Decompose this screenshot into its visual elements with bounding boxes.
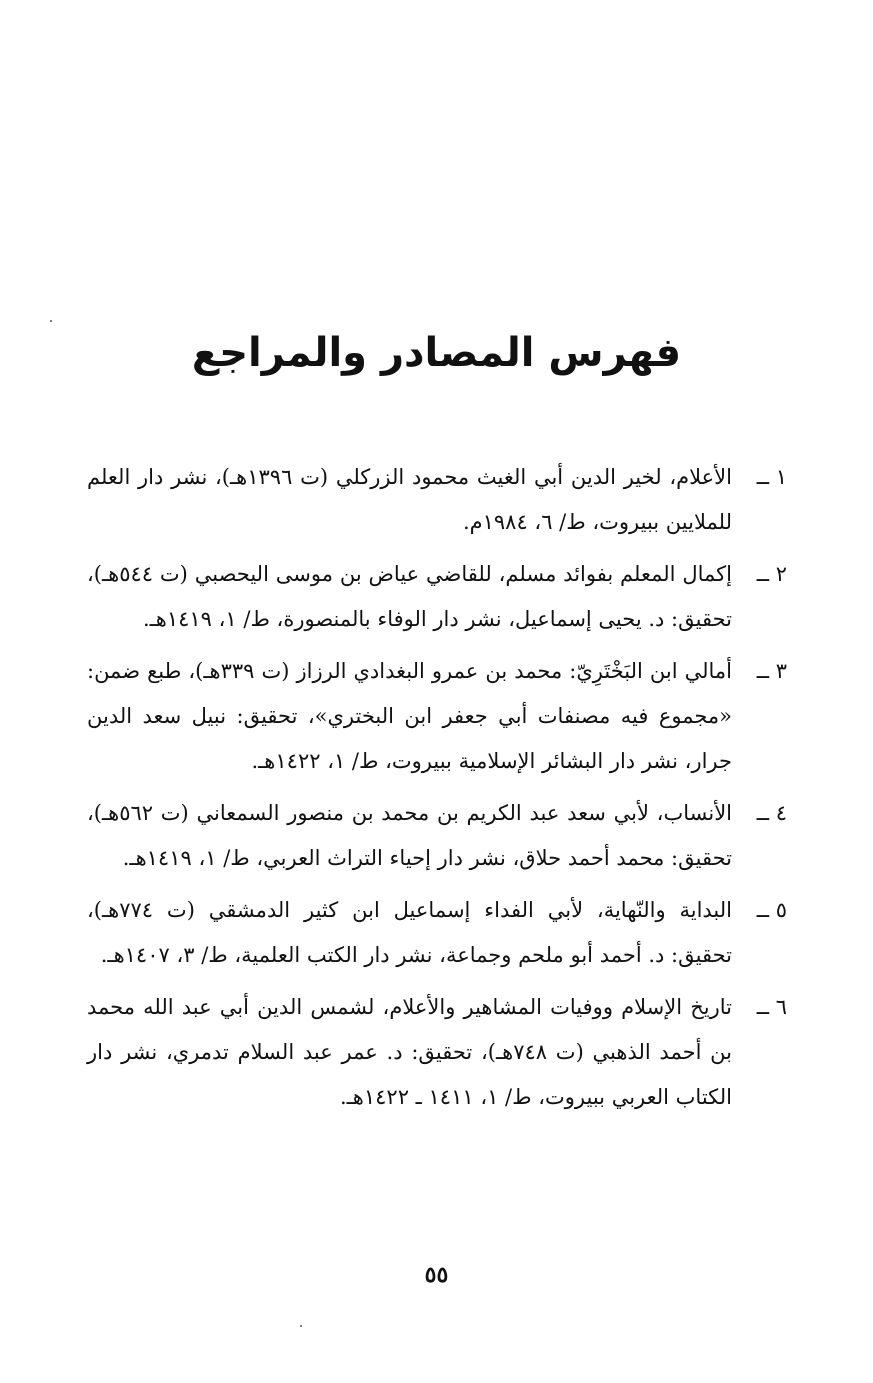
list-item [87,985,787,1120]
scan-speck [50,320,52,322]
entry-text: الأنساب، لأبي سعد عبد الكريم بن محمد بن منصور السمعاني (ت ٥٦٢هـ)، تحقيق: محمد أحمد حلاق، نشر دار إحياء التراث العربي، ط/ ١، ١٤١٩هـ. [87,801,733,870]
entry-text: أمالي ابن البَخْتَرِيّ: محمد بن عمرو البغدادي الرزاز (ت ٣٣٩هـ)، طبع ضمن: «مجموع فيه مصنفات أبي جعفر ابن البختري»، تحقيق: نبيل سعد الدين جرار، نشر دار البشائر الإسلامية ببيروت، ط/ ١، ١٤٢٢هـ. [87,659,732,773]
scan-speck [300,1325,302,1327]
bibliography-list [87,455,787,1127]
entry-number: ٢ ــ [756,562,787,586]
entry-text: البداية والنّهاية، لأبي الفداء إسماعيل ابن كثير الدمشقي (ت ٧٧٤هـ)، تحقيق: د. أحمد أبو ملحم وجماعة، نشر دار الكتب العلمية، ط/ ٣، ١٤٠٧هـ. [87,898,732,967]
entry-number: ٤ ــ [756,801,787,825]
page-number: ٥٥ [424,1262,449,1288]
entry-number: ١ ــ [756,465,787,489]
list-item [87,888,787,978]
page-title: فهرس المصادر والمراجع [191,330,682,376]
list-item [87,455,787,545]
entry-number: ٥ ــ [756,898,787,922]
entry-number: ٦ ــ [756,995,787,1019]
entry-text: الأعلام، لخير الدين أبي الغيث محمود الزركلي (ت ١٣٩٦هـ)، نشر دار العلم للملايين ببيروت، ط/ ٦، ١٩٨٤م. [87,465,732,534]
list-item [87,649,787,784]
entry-number: ٣ ــ [756,659,787,683]
entry-text: تاريخ الإسلام ووفيات المشاهير والأعلام، لشمس الدين أبي عبد الله محمد بن أحمد الذهبي (ت ٧٤٨هـ)، تحقيق: د. عمر عبد السلام تدمري، نشر دار الكتاب العربي ببيروت، ط/ ١، ١٤١١ ـ ١٤٢٢هـ. [87,995,732,1109]
entry-text: إكمال المعلم بفوائد مسلم، للقاضي عياض بن موسى اليحصبي (ت ٥٤٤هـ)، تحقيق: د. يحيى إسماعيل، نشر دار الوفاء بالمنصورة، ط/ ١، ١٤١٩هـ. [87,562,732,631]
list-item [87,552,787,642]
list-item [87,791,787,881]
